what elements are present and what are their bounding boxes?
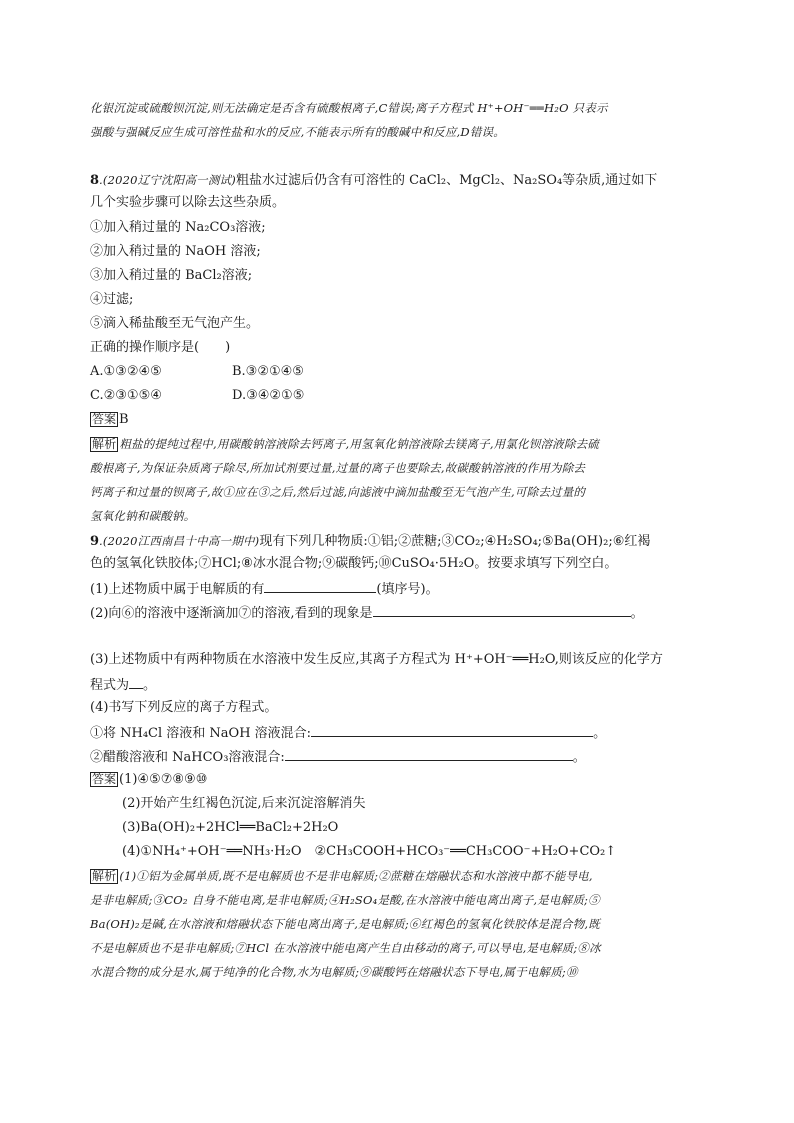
q9-answer-1: (1)④⑤⑦⑧⑨⑩: [119, 772, 208, 787]
answer-blank[interactable]: [311, 724, 593, 737]
q8-analysis-line: 酸根离子,为保证杂质离子除尽,所加试剂要过量,过量的离子也要除去,故碳酸钠溶液的作用为除去: [90, 461, 586, 475]
q8-option-d: D.③④②①⑤: [232, 388, 305, 403]
q9-stem-line2: 色的氢氧化铁胶体;⑦HCl;⑧冰水混合物;⑨碳酸钙;⑩CuSO₄·5H₂O。按要求填写下列空白。: [90, 556, 618, 571]
q8-option-b: B.③②①④⑤: [232, 364, 304, 379]
q9-analysis-line: Ba(OH)₂是碱,在水溶液和熔融状态下能电离出离子,是电解质;⑥红褐色的氢氧化铁胶体是混合物,既: [90, 917, 600, 931]
q9-part2-tail: 。: [630, 606, 644, 621]
answer-tag: 答案: [92, 412, 117, 426]
q8-option-a: A.①③②④⑤: [90, 364, 162, 379]
q8-source: .(2020辽宁沈阳高一测试): [99, 173, 236, 187]
q8-stem-text: 粗盐水过滤后仍含有可溶性的 CaCl₂、MgCl₂、Na₂SO₄等杂质,通过如下: [235, 173, 658, 188]
q8-step: ③加入稍过量的 BaCl₂溶液;: [90, 268, 253, 283]
q8-analysis-line: [90, 436, 599, 452]
q9-stem-text: 现有下列几种物质:①铝;②蔗糖;③CO₂;④H₂SO₄;⑤Ba(OH)₂;⑥红褐: [259, 534, 651, 549]
q9-answer-3: (3)Ba(OH)₂+2HCl══BaCl₂+2H₂O: [122, 820, 339, 835]
q8-question: 正确的操作顺序是( ): [90, 340, 231, 355]
q9-part2-text: (2)向⑥的溶液中逐渐滴加⑦的溶液,看到的现象是: [90, 606, 373, 621]
answer-blank[interactable]: [264, 580, 376, 593]
q9-part4: (4)书写下列反应的离子方程式。: [90, 700, 278, 715]
q9-part3-text: 程式为: [90, 678, 130, 693]
answer-blank[interactable]: [129, 676, 143, 689]
q8-step: ②加入稍过量的 NaOH 溶液;: [90, 244, 261, 259]
q8-stem-line2: 几个实验步骤可以除去这些杂质。: [90, 195, 286, 210]
answer-blank[interactable]: [373, 604, 631, 617]
q9-part4-2-tail: 。: [572, 750, 586, 765]
q9-number: 9: [90, 534, 100, 549]
q8-step: ④过滤;: [90, 292, 134, 307]
q9-analysis-text: (1)①铝为金属单质,既不是电解质也不是非电解质;②蔗糖在熔融状态和水溶液中都不能导电,: [119, 869, 593, 883]
q9-stem: [90, 533, 650, 550]
q8-step: ⑤滴入稀盐酸至无气泡产生。: [90, 316, 260, 331]
q9-part3-line1: (3)上述物质中有两种物质在水溶液中发生反应,其离子方程式为 H⁺+OH⁻══H₂O,则该反应的化学方: [90, 652, 663, 667]
q9-part4-1: [90, 724, 606, 742]
q9-analysis-line: 不是电解质也不是非电解质;⑦HCl 在水溶液中能电离产生自由移动的离子,可以导电,是电解质;⑧冰: [90, 941, 601, 955]
q9-part1-tail: (填序号)。: [376, 582, 439, 597]
answer-blank[interactable]: [285, 748, 573, 761]
q9-analysis-line: 是非电解质;③CO₂ 自身不能电离,是非电解质;④H₂SO₄是酸,在水溶液中能电离出离子,是电解质;⑤: [90, 893, 600, 907]
q9-part4-2: [90, 748, 586, 766]
q8-analysis-text: 粗盐的提纯过程中,用碳酸钠溶液除去钙离子,用氢氧化钠溶液除去镁离子,用氯化钡溶液除去硫: [119, 437, 599, 451]
q8-options-row1: [90, 364, 390, 380]
q9-answer: [90, 772, 207, 788]
q9-part1-text: (1)上述物质中属于电解质的有: [90, 582, 265, 597]
q9-part3-line2: [90, 676, 156, 694]
prev-explanation-line: 化银沉淀或硫酸钡沉淀,则无法确定是否含有硫酸根离子,C错误;离子方程式 H⁺+OH⁻══H₂O 只表示: [90, 101, 608, 115]
prev-explanation-line: 强酸与强碱反应生成可溶性盐和水的反应,不能表示所有的酸碱中和反应,D错误。: [90, 125, 505, 139]
q8-analysis-line: 氢氧化钠和碳酸钠。: [90, 509, 196, 523]
q8-answer: [90, 412, 129, 428]
q9-answer-2: (2)开始产生红褐色沉淀,后来沉淀溶解消失: [122, 796, 366, 811]
q9-analysis-line: 水混合物的成分是水,属于纯净的化合物,水为电解质;⑨碳酸钙在熔融状态下导电,属于电解质;⑩: [90, 965, 578, 979]
q8-stem: [90, 172, 657, 189]
q8-option-c: C.②③①⑤④: [90, 388, 162, 403]
q8-analysis-line: 钙离子和过量的钡离子,故①应在③之后,然后过滤,向滤液中滴加盐酸至无气泡产生,可除去过量的: [90, 485, 586, 499]
q9-answer-4: (4)①NH₄⁺+OH⁻══NH₃·H₂O ②CH₃COOH+HCO₃⁻══CH₃COO⁻+H₂O+CO₂↑: [122, 844, 617, 859]
q8-options-row2: [90, 388, 390, 404]
q8-answer-value: B: [119, 412, 129, 427]
q9-part3-tail: 。: [143, 678, 157, 693]
q9-part4-1-text: ①将 NH₄Cl 溶液和 NaOH 溶液混合:: [90, 726, 312, 741]
q8-number: 8: [90, 173, 100, 188]
answer-tag: 答案: [92, 772, 117, 786]
q9-analysis-line: [90, 868, 593, 884]
q9-part4-1-tail: 。: [593, 726, 607, 741]
q9-part4-2-text: ②醋酸溶液和 NaHCO₃溶液混合:: [90, 750, 285, 765]
analysis-tag: 解析: [92, 869, 117, 883]
q8-step: ①加入稍过量的 Na₂CO₃溶液;: [90, 220, 266, 235]
analysis-tag: 解析: [92, 437, 117, 451]
q9-part2: [90, 604, 644, 622]
q9-part1: [90, 580, 439, 598]
q9-source: .(2020江西南昌十中高一期中): [99, 534, 260, 548]
